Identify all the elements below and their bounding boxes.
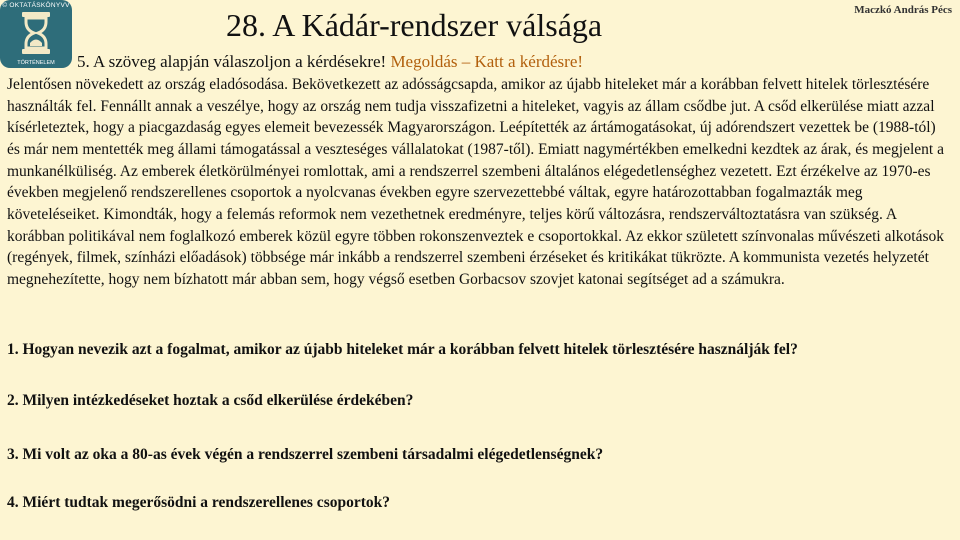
task-instruction: [77, 52, 583, 72]
question-1[interactable]: 1. Hogyan nevezik azt a fogalmat, amikor az újabb hiteleket már a korábban felvett hitelek törlesztésére használják fel?: [7, 341, 798, 358]
question-2[interactable]: 2. Milyen intézkedéseket hoztak a csőd elkerülése érdekében?: [7, 392, 414, 409]
author-label: Maczkó András Pécs: [854, 4, 952, 16]
hourglass-icon: [16, 10, 56, 56]
page-title: 28. A Kádár-rendszer válsága: [226, 7, 603, 43]
task-text: 5. A szöveg alapján válaszoljon a kérdésekre!: [77, 52, 387, 71]
question-3[interactable]: 3. Mi volt az oka a 80-as évek végén a rendszerrel szembeni társadalmi elégedetlenségnek?: [7, 446, 604, 463]
logo-bottom-text: TÖRTÉNELEM: [17, 60, 55, 66]
logo-top-text: © OKTATÁSKÖNYVV: [2, 2, 70, 9]
solution-link[interactable]: Megoldás – Katt a kérdésre!: [390, 52, 584, 71]
reading-passage: Jelentősen növekedett az ország eladósodása. Bekövetkezett az adósságcsapda, amikor az újabb hiteleket már a korábban felvett hitelek törlesztésére használták fel. Fennállt annak a veszélye, hogy az ország nem tudja visszafizetni a hiteleket, vagyis az állam csődbe jut. A csőd elkerülése miatt azzal kísérleteztek, hogy a piacgazdaság egyes elemeit bevezessék Magyarországon. Leépítették az ártámogatásokat, új adórendszert vezettek be (1988-tól) és már nem mentették meg állami támogatással a veszteséges vállalatokat (1987-től). Emiatt nagymértékben emelkedni kezdtek az árak, és megjelent a munkanélküliség. Az emberek életkörülményei romlottak, ami a rendszerrel szembeni általános elégedetlenséghez vezetett. Ezt érzékelve az 1970-es években megjelenő rendszerellenes csoportok a nyolcvanas években egyre szervezettebbé váltak, egyre határozottabban fogalmazták meg követeléseiket. Kimondták, hogy a felemás reformok nem vezethetnek eredményre, teljes körű változásra, rendszerváltoztatásra van szükség. A korábban politikával nem foglalkozó emberek közül egyre többen rokonszenveztek e csoportokkal. Az ekkor született színvonalas művészeti alkotások (regények, filmek, színházi előadások) többsége már inkább a rendszerrel szembeni érzéseket és kritikákat tükrözte. A kommunista vezetés helyzetét megnehezítette, hogy nem bízhatott már abban sem, hogy végső esetben Gorbacsov szovjet katonai segítséget ad a számukra.: [7, 76, 945, 288]
question-4[interactable]: 4. Miért tudtak megerősödni a rendszerellenes csoportok?: [7, 494, 391, 511]
publisher-logo: [0, 0, 72, 68]
